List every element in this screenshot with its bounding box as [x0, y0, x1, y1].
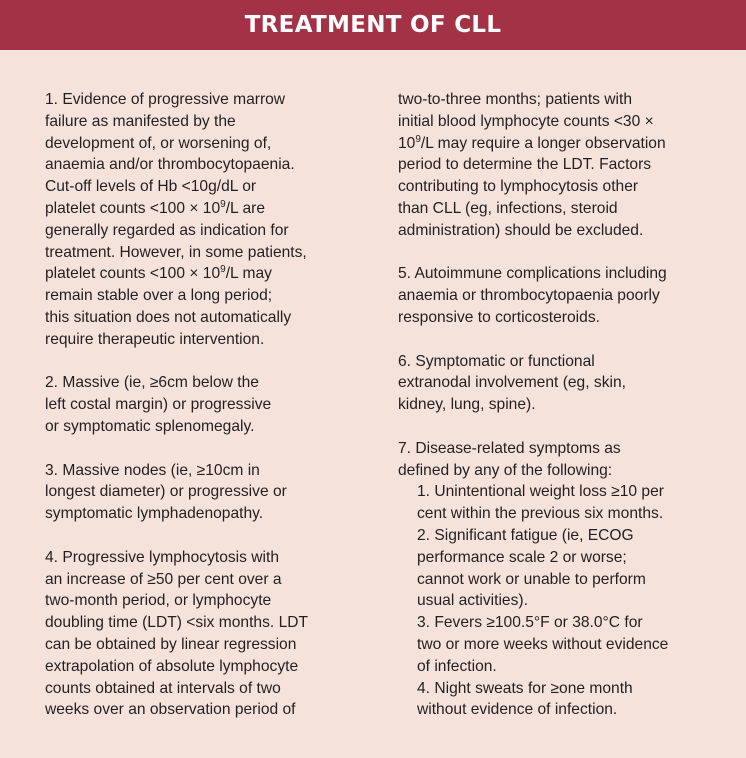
criterion-line: 2. Massive (ie, ≥6cm below the	[45, 374, 259, 392]
criterion-line: or symptomatic splenomegaly.	[45, 417, 255, 435]
paragraph-gap	[398, 416, 713, 438]
paragraph-gap	[398, 242, 713, 264]
criterion-line: than CLL (eg, infections, steroid	[398, 199, 618, 217]
criterion-line: 1. Evidence of progressive marrow	[45, 91, 286, 108]
criterion-line: initial blood lymphocyte counts <30 ×	[398, 112, 654, 130]
subitem-line: without evidence of infection.	[417, 701, 618, 719]
criterion-line: longest diameter) or progressive or	[45, 483, 287, 501]
criterion-line: treatment. However, in some patients,	[45, 243, 307, 261]
criterion-line: counts obtained at intervals of two	[45, 679, 281, 697]
criterion-line: platelet counts $<100 \times 10^9/L$ may	[45, 264, 272, 283]
criterion-line: extranodal involvement (eg, skin,	[398, 374, 626, 392]
criterion-line: an increase of ≥50 per cent over a	[45, 570, 282, 588]
criterion-line: weeks over an observation period of	[45, 701, 296, 719]
criterion-line: 7. Disease-related symptoms as	[398, 439, 621, 457]
criterion-line: Cut-off levels of Hb <10g/dL or	[45, 178, 257, 196]
subitem-line: two or more weeks without evidence	[417, 635, 669, 653]
criterion-line: this situation does not automatically	[45, 308, 292, 326]
page-title: TREATMENT OF CLL	[244, 12, 502, 38]
criterion-item	[398, 351, 713, 416]
criterion-line: administration) should be excluded.	[398, 221, 644, 239]
paragraph-gap	[398, 329, 713, 351]
criterion-item	[45, 460, 360, 525]
criterion-line: 6. Symptomatic or functional	[398, 352, 595, 370]
criterion-item	[45, 547, 360, 721]
criterion-line: two-month period, or lymphocyte	[45, 592, 272, 610]
criterion-line: $10^9/L$ may require a longer observation	[398, 133, 666, 152]
criterion-line: doubling time (LDT) <six months. LDT	[45, 614, 309, 632]
subitem-line: performance scale 2 or worse;	[417, 548, 627, 566]
symptom-subitem	[398, 612, 713, 677]
criterion-line: two-to-three months; patients with	[398, 91, 633, 108]
criterion-line: development of, or worsening of,	[45, 134, 272, 152]
criterion-line: 5. Autoimmune complications including	[398, 265, 667, 283]
symptom-subitem	[398, 525, 713, 612]
symptom-subitem	[398, 678, 713, 722]
criterion-item	[45, 89, 360, 351]
criterion-item	[398, 263, 713, 328]
criterion-item	[398, 438, 713, 721]
subitem-line: 2. Significant fatigue (ie, ECOG	[417, 526, 634, 544]
criterion-line: left costal margin) or progressive	[45, 396, 272, 414]
subitem-line: usual activities).	[417, 592, 528, 610]
subitem-line: 4. Night sweats for ≥one month	[417, 679, 633, 697]
paragraph-gap	[45, 525, 360, 547]
criterion-line: require therapeutic intervention.	[45, 330, 265, 348]
criterion-line: kidney, lung, spine).	[398, 396, 536, 414]
criterion-line: period to determine the LDT. Factors	[398, 156, 652, 174]
subitem-line: of infection.	[417, 657, 497, 675]
subitem-line: 1. Unintentional weight loss ≥10 per	[417, 483, 664, 501]
criterion-line: generally regarded as indication for	[45, 221, 289, 239]
criterion-item	[45, 372, 360, 437]
right-column	[398, 89, 713, 721]
criterion-line: symptomatic lymphadenopathy.	[45, 505, 264, 523]
paragraph-gap	[45, 351, 360, 373]
criterion-line: can be obtained by linear regression	[45, 635, 297, 653]
criterion-line: anaemia and/or thrombocytopaenia.	[45, 156, 295, 174]
criterion-line: contributing to lymphocytosis other	[398, 178, 639, 196]
symptom-subitem	[398, 481, 713, 525]
criterion-line: platelet counts $<100 \times 10^9/L$ are	[45, 198, 265, 217]
criterion-item	[398, 89, 713, 242]
title-banner	[0, 0, 746, 50]
criterion-line: remain stable over a long period;	[45, 287, 273, 305]
subitem-line: 3. Fevers ≥100.5°F or 38.0°C for	[417, 614, 643, 632]
left-column	[45, 89, 360, 721]
criterion-line: responsive to corticosteroids.	[398, 308, 600, 326]
criterion-line: 4. Progressive lymphocytosis with	[45, 548, 279, 566]
criterion-line: anaemia or thrombocytopaenia poorly	[398, 287, 660, 305]
criterion-line: defined by any of the following:	[398, 461, 613, 479]
paragraph-gap	[45, 438, 360, 460]
criterion-line: failure as manifested by the	[45, 112, 236, 130]
subitem-line: cent within the previous six months.	[417, 505, 664, 523]
criterion-line: 3. Massive nodes (ie, ≥10cm in	[45, 461, 260, 479]
subitem-line: cannot work or unable to perform	[417, 570, 646, 588]
criterion-line: extrapolation of absolute lymphocyte	[45, 657, 299, 675]
